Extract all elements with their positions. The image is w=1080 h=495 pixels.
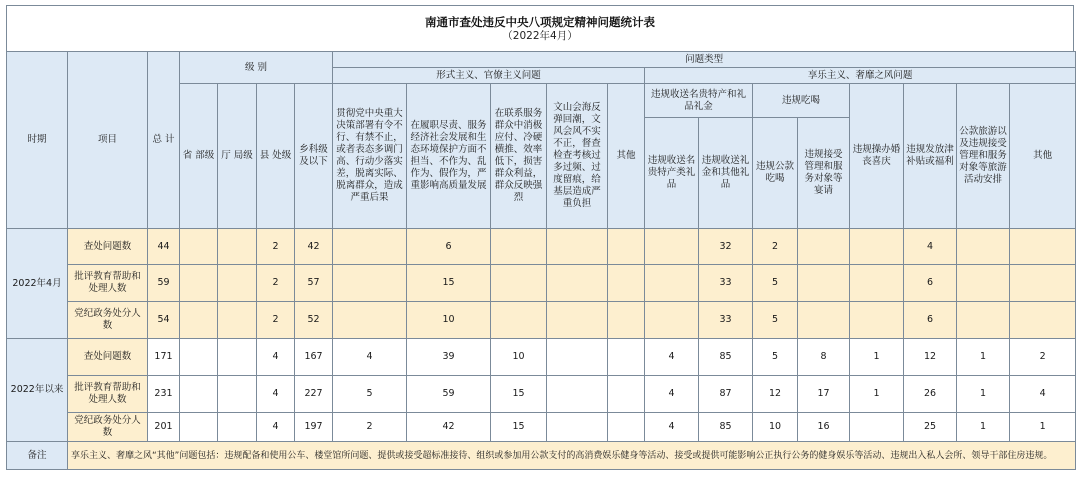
cell <box>547 229 608 265</box>
cell: 1 <box>850 339 904 376</box>
cell <box>850 302 904 339</box>
cell: 59 <box>407 376 491 413</box>
cell: 15 <box>407 265 491 302</box>
cell <box>850 413 904 442</box>
cell <box>180 413 218 442</box>
cell <box>957 265 1010 302</box>
cell <box>645 302 699 339</box>
level-department: 厅 局级 <box>218 84 257 229</box>
cell: 5 <box>753 265 798 302</box>
cell <box>798 229 850 265</box>
cell <box>850 265 904 302</box>
statistics-sheet <box>6 5 1074 470</box>
cell <box>491 302 547 339</box>
cell <box>218 265 257 302</box>
cell: 10 <box>407 302 491 339</box>
cell: 32 <box>699 229 753 265</box>
row-item-label: 查处问题数 <box>68 229 148 265</box>
cell <box>608 376 645 413</box>
table-row <box>7 265 1076 302</box>
cell <box>547 302 608 339</box>
cell: 17 <box>798 376 850 413</box>
eat-col-banquet: 违规接受管理和服务对象等宴请 <box>798 118 850 229</box>
cell <box>333 265 407 302</box>
cell <box>1010 265 1076 302</box>
cell-total: 201 <box>148 413 180 442</box>
cell <box>180 265 218 302</box>
row-item-label: 党纪政务处分人数 <box>68 413 148 442</box>
cell: 87 <box>699 376 753 413</box>
eat-group-header: 违规吃喝 <box>753 84 850 118</box>
row-item-label: 批评教育帮助和处理人数 <box>68 376 148 413</box>
cell <box>218 376 257 413</box>
cell: 33 <box>699 302 753 339</box>
gift-col-money: 违规收送礼金和其他礼品 <box>699 118 753 229</box>
cell <box>645 229 699 265</box>
formalism-col-4: 文山会海反弹回潮，文风会风不实不正，督查检查考核过多过频、过度留痕，给基层造成严重负担 <box>547 84 608 229</box>
cell <box>957 302 1010 339</box>
cell <box>608 339 645 376</box>
table-row <box>7 376 1076 413</box>
title-box <box>6 5 1074 51</box>
cell-total: 44 <box>148 229 180 265</box>
cell <box>180 229 218 265</box>
table-row <box>7 339 1076 376</box>
cell <box>180 339 218 376</box>
hedonism-col-travel: 公款旅游以及违规接受管理和服务对象等旅游活动安排 <box>957 84 1010 229</box>
cell <box>1010 302 1076 339</box>
cell: 39 <box>407 339 491 376</box>
formalism-col-2: 在履职尽责、服务经济社会发展和生态环境保护方面不担当、不作为、乱作为、假作为，严重影响高质量发展 <box>407 84 491 229</box>
hedonism-header: 享乐主义、奢靡之风问题 <box>645 68 1076 84</box>
cell <box>547 413 608 442</box>
cell: 2 <box>753 229 798 265</box>
cell <box>218 302 257 339</box>
cell: 16 <box>798 413 850 442</box>
formalism-col-1: 贯彻党中央重大决策部署有令不行、有禁不止，或者表态多调门高、行动少落实差，脱离实际、脱离群众，造成严重后果 <box>333 84 407 229</box>
cell <box>218 413 257 442</box>
note-text: 享乐主义、奢靡之风“其他”问题包括：违规配备和使用公车、楼堂馆所问题、提供或接受超标准接待、组织或参加用公款支付的高消费娱乐健身等活动、接受或提供可能影响公正执行公务的健身娱乐等活动、违规出入私人会所、领导干部住房违规。 <box>68 442 1076 470</box>
cell: 4 <box>904 229 957 265</box>
cell <box>608 302 645 339</box>
level-township: 乡科级及以下 <box>295 84 333 229</box>
item-header: 项目 <box>68 52 148 229</box>
cell: 1 <box>957 376 1010 413</box>
cell-total: 54 <box>148 302 180 339</box>
cell <box>180 302 218 339</box>
cell: 4 <box>1010 376 1076 413</box>
cell: 33 <box>699 265 753 302</box>
cell: 10 <box>491 339 547 376</box>
cell <box>333 302 407 339</box>
cell: 4 <box>257 339 295 376</box>
note-row <box>7 442 1076 470</box>
hedonism-col-other: 其他 <box>1010 84 1076 229</box>
cell <box>218 339 257 376</box>
formalism-header: 形式主义、官僚主义问题 <box>333 68 645 84</box>
cell: 197 <box>295 413 333 442</box>
cell: 12 <box>904 339 957 376</box>
cell: 2 <box>333 413 407 442</box>
cell: 5 <box>753 302 798 339</box>
cell-total: 171 <box>148 339 180 376</box>
cell: 6 <box>904 302 957 339</box>
cell <box>608 229 645 265</box>
cell <box>798 302 850 339</box>
level-county: 县 处级 <box>257 84 295 229</box>
cell: 6 <box>407 229 491 265</box>
cell: 10 <box>753 413 798 442</box>
cell: 1 <box>850 376 904 413</box>
cell: 2 <box>257 265 295 302</box>
cell: 4 <box>645 339 699 376</box>
hedonism-col-wedding: 违规操办婚丧喜庆 <box>850 84 904 229</box>
cell: 2 <box>1010 339 1076 376</box>
total-header: 总 计 <box>148 52 180 229</box>
cell: 5 <box>753 339 798 376</box>
cell <box>645 265 699 302</box>
hedonism-col-allowance: 违规发放津补贴或福利 <box>904 84 957 229</box>
cell <box>1010 229 1076 265</box>
cell: 42 <box>295 229 333 265</box>
row-item-label: 查处问题数 <box>68 339 148 376</box>
cell <box>333 229 407 265</box>
cell <box>491 265 547 302</box>
formalism-col-3: 在联系服务群众中消极应付、冷硬横推、效率低下，损害群众利益，群众反映强烈 <box>491 84 547 229</box>
table-subtitle: （2022年4月） <box>502 30 578 42</box>
row-item-label: 党纪政务处分人数 <box>68 302 148 339</box>
cell: 85 <box>699 339 753 376</box>
cell: 5 <box>333 376 407 413</box>
cell: 4 <box>257 413 295 442</box>
cell: 15 <box>491 376 547 413</box>
cell <box>180 376 218 413</box>
cell: 4 <box>645 376 699 413</box>
table-row <box>7 229 1076 265</box>
cell <box>547 339 608 376</box>
cell: 85 <box>699 413 753 442</box>
issue-type-header: 问题类型 <box>333 52 1076 68</box>
gift-col-specialty: 违规收送名贵特产类礼品 <box>645 118 699 229</box>
cell: 2 <box>257 229 295 265</box>
cell <box>957 229 1010 265</box>
table-title: 南通市查处违反中央八项规定精神问题统计表 <box>425 15 655 29</box>
cell: 167 <box>295 339 333 376</box>
gift-group-header: 违规收送名贵特产和礼品礼金 <box>645 84 753 118</box>
cell <box>608 413 645 442</box>
cell <box>547 376 608 413</box>
cell: 4 <box>257 376 295 413</box>
cell: 1 <box>957 413 1010 442</box>
cell: 25 <box>904 413 957 442</box>
period-label: 2022年4月 <box>7 229 68 339</box>
cell-total: 59 <box>148 265 180 302</box>
note-label: 备注 <box>7 442 68 470</box>
statistics-table <box>6 51 1076 470</box>
table-row <box>7 302 1076 339</box>
cell: 15 <box>491 413 547 442</box>
cell <box>218 229 257 265</box>
cell <box>798 265 850 302</box>
table-row <box>7 413 1076 442</box>
cell: 4 <box>645 413 699 442</box>
level-header: 级 别 <box>180 52 333 84</box>
level-provincial: 省 部级 <box>180 84 218 229</box>
cell: 26 <box>904 376 957 413</box>
cell <box>491 229 547 265</box>
cell: 227 <box>295 376 333 413</box>
formalism-col-other: 其他 <box>608 84 645 229</box>
cell: 1 <box>1010 413 1076 442</box>
cell: 1 <box>957 339 1010 376</box>
cell: 12 <box>753 376 798 413</box>
cell: 42 <box>407 413 491 442</box>
period-header: 时期 <box>7 52 68 229</box>
cell: 2 <box>257 302 295 339</box>
eat-col-public: 违规公款吃喝 <box>753 118 798 229</box>
cell: 57 <box>295 265 333 302</box>
row-item-label: 批评教育帮助和处理人数 <box>68 265 148 302</box>
cell: 8 <box>798 339 850 376</box>
cell <box>547 265 608 302</box>
cell <box>850 229 904 265</box>
cell: 52 <box>295 302 333 339</box>
cell: 4 <box>333 339 407 376</box>
cell <box>608 265 645 302</box>
period-label: 2022年以来 <box>7 339 68 442</box>
cell: 6 <box>904 265 957 302</box>
cell-total: 231 <box>148 376 180 413</box>
